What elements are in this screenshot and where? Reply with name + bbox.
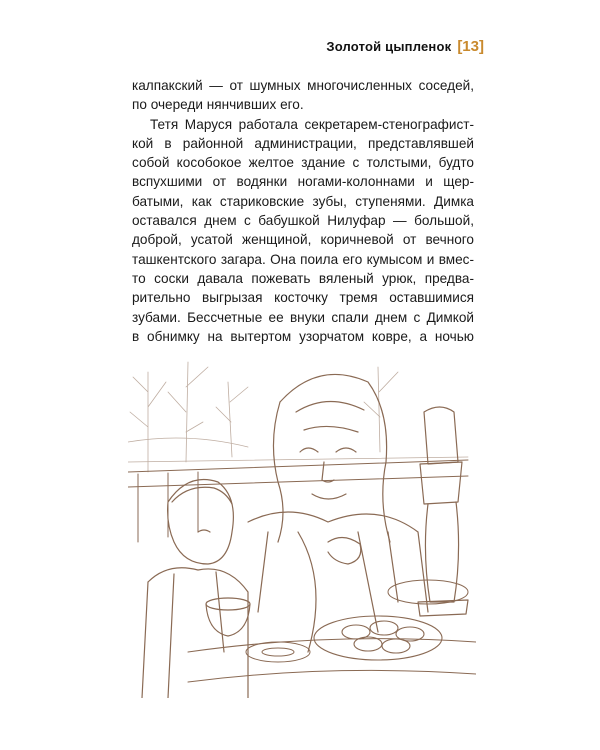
text-line: по очереди нянчивших его.	[132, 97, 304, 113]
saucer	[246, 642, 310, 662]
text-line: вспухшими от водянки ногами-колоннами и щер-	[132, 174, 474, 190]
table	[188, 639, 476, 682]
text-line: рительно выгрызая косточку тремя оставшимися	[132, 290, 474, 306]
text-line: зубами. Бессчетные ее внуки спали днем с Димкой	[132, 309, 474, 325]
text-line: Тетя Маруся работала секретарем-стенографист-	[150, 116, 474, 132]
plate-of-pastries	[314, 616, 442, 660]
text-line: батыми, как стариковские зубы, ступенями. Димка	[132, 193, 474, 209]
page-number: [13]	[457, 38, 484, 55]
chapter-title: Золотой цыпленок	[326, 39, 452, 54]
text-line: собой кособокое желтое здание с толстыми, будто	[132, 155, 474, 171]
text-line: доброй, усатой женщиной, коричневой от вечного	[132, 232, 474, 248]
text-line: ташкентского загара. Она поила его кумысом и вмес-	[132, 251, 474, 267]
text-line: то соски давала пожевать вяленый урюк, предва-	[132, 270, 474, 286]
body-text	[132, 76, 474, 346]
sepia-illustration	[128, 352, 476, 698]
text-line: кой в районной администрации, представлявшей	[132, 135, 474, 151]
running-header	[326, 38, 484, 55]
text-line: оставался днем с бабушкой Нилуфар — большой,	[132, 213, 474, 229]
wooden-railing	[128, 460, 468, 542]
boy-figure	[142, 480, 248, 699]
grandmother-figure	[248, 374, 428, 652]
text-line: калпакский — от шумных многочисленных соседей,	[132, 78, 474, 93]
background-trees	[128, 362, 468, 472]
cup	[206, 598, 250, 636]
text-line: в обнимку на вытертом узорчатом ковре, а ночью	[132, 328, 474, 344]
